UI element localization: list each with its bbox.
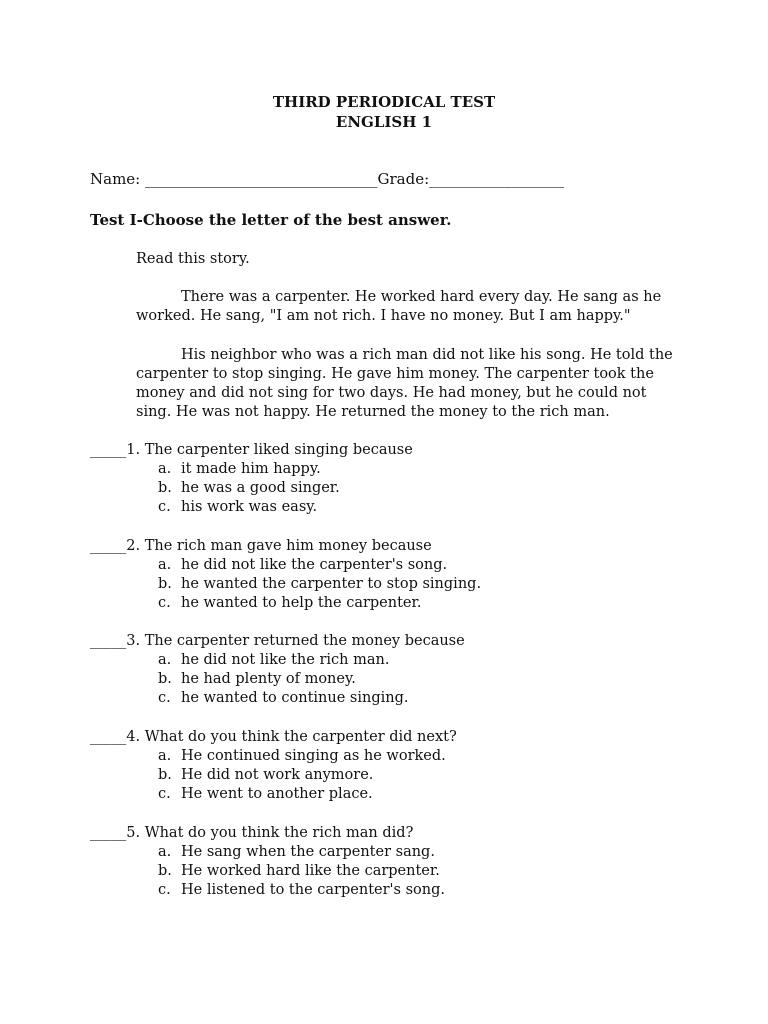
choice-item xyxy=(158,651,408,670)
choice-list xyxy=(158,556,481,613)
choice-text: He worked hard like the carpenter. xyxy=(181,863,440,879)
choice-text: he was a good singer. xyxy=(181,480,340,496)
question: _____1. The carpenter liked singing because xyxy=(90,442,413,458)
question: _____4. What do you think the carpenter did next? xyxy=(90,729,457,745)
choice-letter: b. xyxy=(158,671,172,687)
choice-item xyxy=(158,862,445,881)
page-subtitle: ENGLISH 1 xyxy=(335,113,433,131)
choice-item xyxy=(158,843,445,862)
choice-list xyxy=(158,747,446,804)
choice-item xyxy=(158,556,481,575)
choice-item xyxy=(158,785,446,804)
choice-item xyxy=(158,689,408,708)
choice-list xyxy=(158,460,340,517)
choice-letter: c. xyxy=(158,786,171,802)
choice-item xyxy=(158,670,408,689)
choice-letter: a. xyxy=(158,844,172,860)
choice-item xyxy=(158,881,445,900)
choice-letter: c. xyxy=(158,690,171,706)
choice-item xyxy=(158,479,340,498)
choice-text: he wanted the carpenter to stop singing. xyxy=(181,576,482,592)
choice-letter: a. xyxy=(158,461,172,477)
choice-text: it made him happy. xyxy=(181,461,321,477)
choice-text: He went to another place. xyxy=(181,786,373,802)
choice-text: He did not work anymore. xyxy=(181,767,374,783)
question: _____3. The carpenter returned the money because xyxy=(90,633,465,649)
choice-list xyxy=(158,651,408,708)
choice-text: he did not like the rich man. xyxy=(181,652,390,668)
choice-list xyxy=(158,843,445,900)
choice-letter: b. xyxy=(158,576,172,592)
choice-text: he wanted to help the carpenter. xyxy=(181,595,422,611)
choice-text: He sang when the carpenter sang. xyxy=(181,844,435,860)
story-paragraph: His neighbor who was a rich man did not like his song. He told the carpenter to stop singing. He gave him money. The carpenter took the money and did not sing for two days. He had money, but he could not sing. He was not happy. He returned the money to the rich man. xyxy=(136,347,673,420)
choice-letter: b. xyxy=(158,863,172,879)
choice-text: He listened to the carpenter's song. xyxy=(181,882,445,898)
choice-item xyxy=(158,575,481,594)
choice-text: he did not like the carpenter's song. xyxy=(181,557,448,573)
story-paragraph: There was a carpenter. He worked hard every day. He sang as he worked. He sang, "I am not rich. I have no money. But I am happy." xyxy=(136,289,662,324)
choice-text: he wanted to continue singing. xyxy=(181,690,409,706)
choice-letter: a. xyxy=(158,557,172,573)
choice-item xyxy=(158,766,446,785)
choice-item xyxy=(158,594,481,613)
choice-letter: c. xyxy=(158,499,171,515)
name-grade-line: Name: _______________________________Grade:__________________ xyxy=(90,170,565,188)
choice-letter: c. xyxy=(158,882,171,898)
read-instruction: Read this story. xyxy=(136,251,250,267)
choice-text: his work was easy. xyxy=(181,499,318,515)
choice-text: He continued singing as he worked. xyxy=(181,748,446,764)
choice-letter: b. xyxy=(158,480,172,496)
choice-item xyxy=(158,747,446,766)
choice-item xyxy=(158,498,340,517)
choice-text: he had plenty of money. xyxy=(181,671,356,687)
page-title: THIRD PERIODICAL TEST xyxy=(272,93,496,111)
test-heading: Test I-Choose the letter of the best answer. xyxy=(90,211,452,229)
choice-letter: c. xyxy=(158,595,171,611)
choice-letter: a. xyxy=(158,652,172,668)
choice-item xyxy=(158,460,340,479)
question: _____5. What do you think the rich man did? xyxy=(90,825,414,841)
choice-letter: b. xyxy=(158,767,172,783)
choice-letter: a. xyxy=(158,748,172,764)
question: _____2. The rich man gave him money because xyxy=(90,538,432,554)
